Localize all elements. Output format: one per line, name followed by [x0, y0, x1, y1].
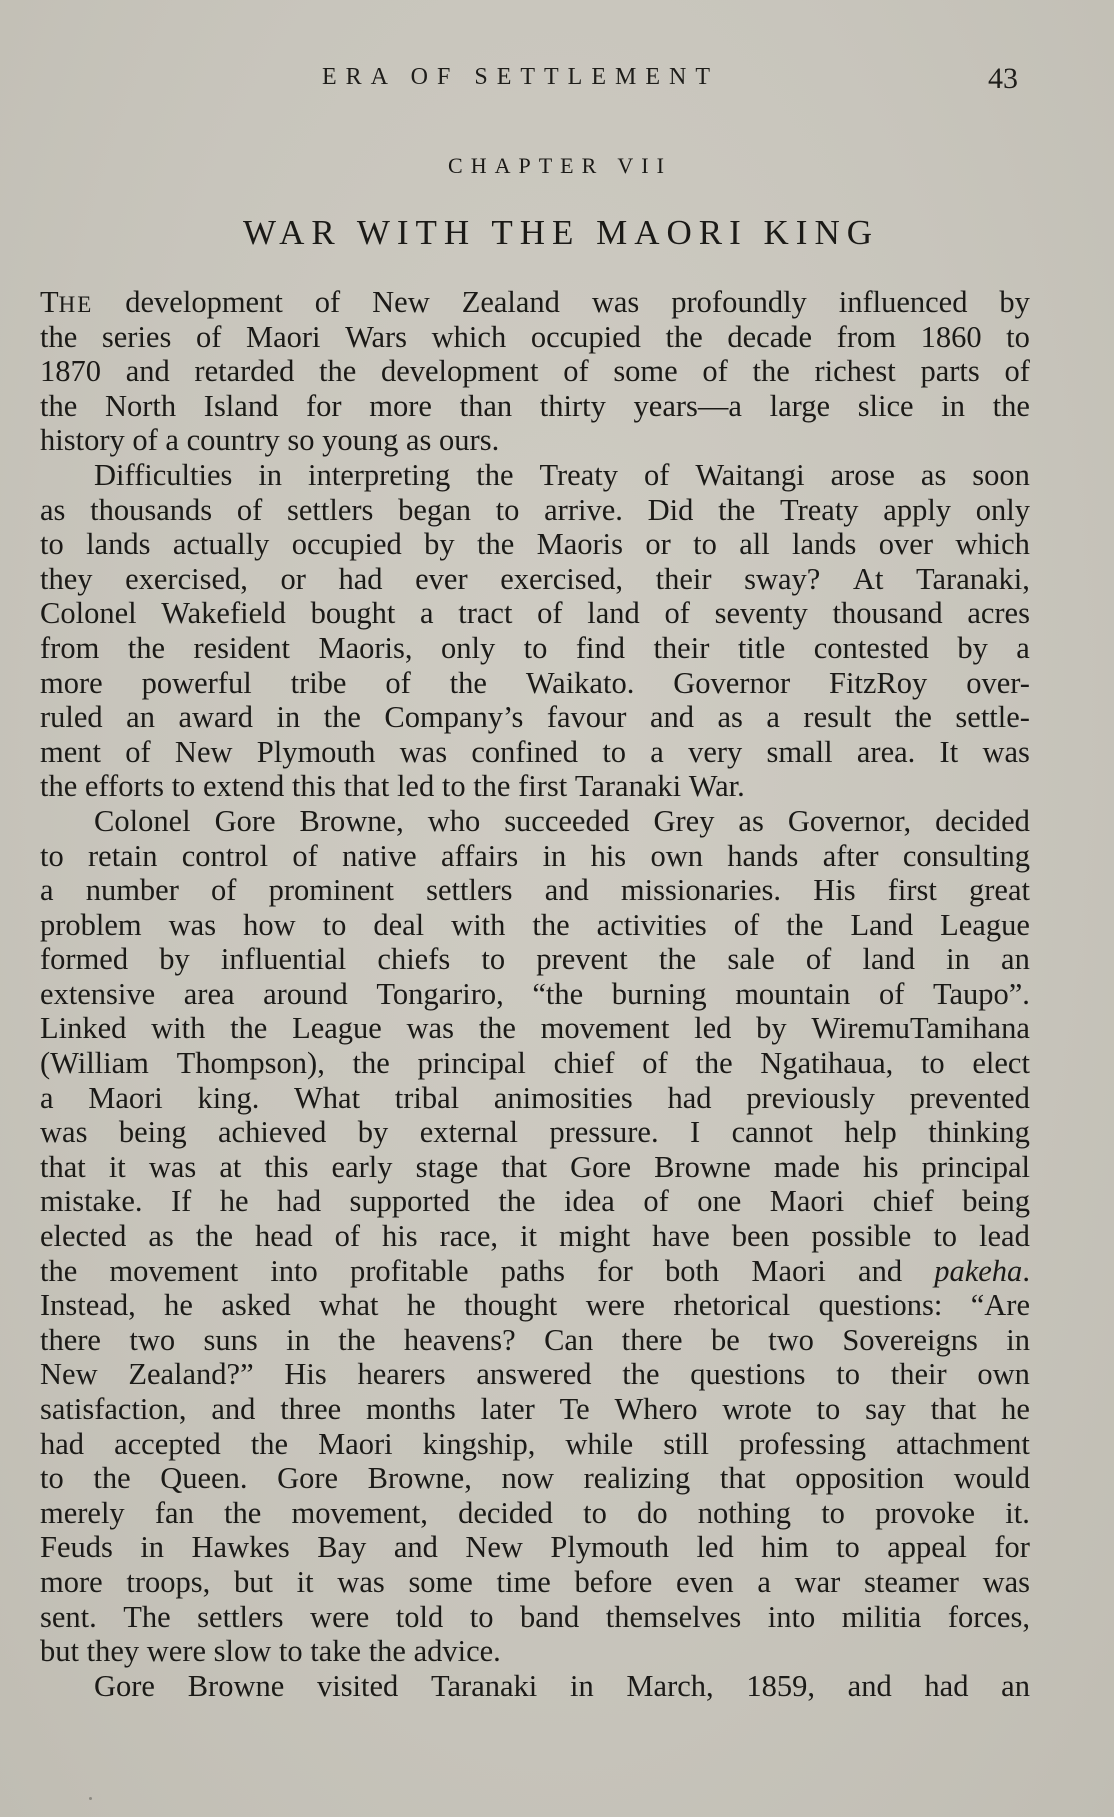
text-line: formed by influential chiefs to prevent the sale of land in an — [40, 942, 1030, 977]
text-line: sent. The settlers were told to band themselves into militia forces, — [40, 1599, 1030, 1634]
chapter-title: WAR WITH THE MAORI KING — [242, 213, 880, 252]
text-line: history of a country so young as ours. — [40, 423, 500, 458]
paragraph — [40, 1669, 1030, 1704]
text-line: Linked with the League was the movement led by WiremuTamihana — [40, 1011, 1030, 1046]
running-header-title: ERA OF SETTLEMENT — [322, 64, 719, 90]
text-line: Colonel Wakefield bought a tract of land of seventy thousand acres — [40, 596, 1030, 631]
text-line: the series of Maori Wars which occupied the decade from 1860 to — [40, 319, 1030, 354]
text-line: from the resident Maoris, only to find their title contested by a — [40, 630, 1030, 665]
text-line: 1870 and retarded the development of some of the richest parts of — [40, 354, 1030, 389]
page-number: 43 — [988, 62, 1018, 95]
text-line: THE development of New Zealand was profoundly influenced by — [40, 285, 1030, 319]
text-line: to the Queen. Gore Browne, now realizing that opposition would — [40, 1461, 1030, 1496]
text-line: satisfaction, and three months later Te Whero wrote to say that he — [40, 1392, 1030, 1426]
text-line: merely fan the movement, decided to do nothing to provoke it. — [40, 1495, 1030, 1530]
paper-speck — [89, 1797, 92, 1800]
text-line: as thousands of settlers began to arrive. Did the Treaty apply only — [40, 492, 1030, 527]
text-line: New Zealand?” His hearers answered the questions to their own — [40, 1357, 1030, 1392]
paragraph — [40, 458, 1030, 804]
text-line: ruled an award in the Company’s favour and as a result the settle- — [40, 700, 1030, 735]
text-line: a number of prominent settlers and missionaries. His first great — [40, 873, 1030, 908]
text-line: to lands actually occupied by the Maoris or to all lands over which — [40, 527, 1030, 562]
text-line: that it was at this early stage that Gore Browne made his principal — [40, 1149, 1030, 1184]
text-line: Difficulties in interpreting the Treaty of Waitangi arose as soon — [94, 457, 1030, 492]
chapter-label: CHAPTER VII — [448, 153, 672, 178]
text-line: Gore Browne visited Taranaki in March, 1859, and had an — [94, 1668, 1030, 1703]
text-line: Instead, he asked what he thought were rhetorical questions: “Are — [40, 1288, 1030, 1323]
text-line: had accepted the Maori kingship, while still professing attachment — [40, 1426, 1030, 1461]
text-line: Feuds in Hawkes Bay and New Plymouth led him to appeal for — [40, 1530, 1030, 1565]
paragraph — [40, 285, 1030, 458]
text-line: but they were slow to take the advice. — [40, 1634, 501, 1669]
text-line: the movement into profitable paths for both Maori and pakeha. — [40, 1253, 1030, 1288]
text-line: was being achieved by external pressure. I cannot help thinking — [40, 1115, 1030, 1150]
text-line: the efforts to extend this that led to the first Taranaki War. — [40, 769, 745, 804]
text-line: Colonel Gore Browne, who succeeded Grey as Governor, decided — [94, 803, 1030, 838]
text-line: a Maori king. What tribal animosities had previously prevented — [40, 1080, 1030, 1115]
text-line: ment of New Plymouth was confined to a very small area. It was — [40, 734, 1030, 769]
text-line: more troops, but it was some time before even a war steamer was — [40, 1564, 1030, 1599]
body-text — [40, 285, 1030, 1703]
text-line: (William Thompson), the principal chief of the Ngatihaua, to elect — [40, 1046, 1030, 1081]
text-line: mistake. If he had supported the idea of one Maori chief being — [40, 1184, 1030, 1219]
text-line: more powerful tribe of the Waikato. Governor FitzRoy over- — [40, 665, 1030, 700]
text-line: there two suns in the heavens? Can there be two Sovereigns in — [40, 1322, 1030, 1357]
text-line: elected as the head of his race, it might have been possible to lead — [40, 1219, 1030, 1254]
text-line: extensive area around Tongariro, “the burning mountain of Taupo”. — [40, 976, 1030, 1011]
text-line: the North Island for more than thirty years—a large slice in the — [40, 388, 1030, 423]
text-line: they exercised, or had ever exercised, their sway? At Taranaki, — [40, 561, 1030, 596]
paragraph — [40, 804, 1030, 1669]
text-line: to retain control of native affairs in his own hands after consulting — [40, 838, 1030, 873]
text-line: problem was how to deal with the activities of the Land League — [40, 907, 1030, 942]
